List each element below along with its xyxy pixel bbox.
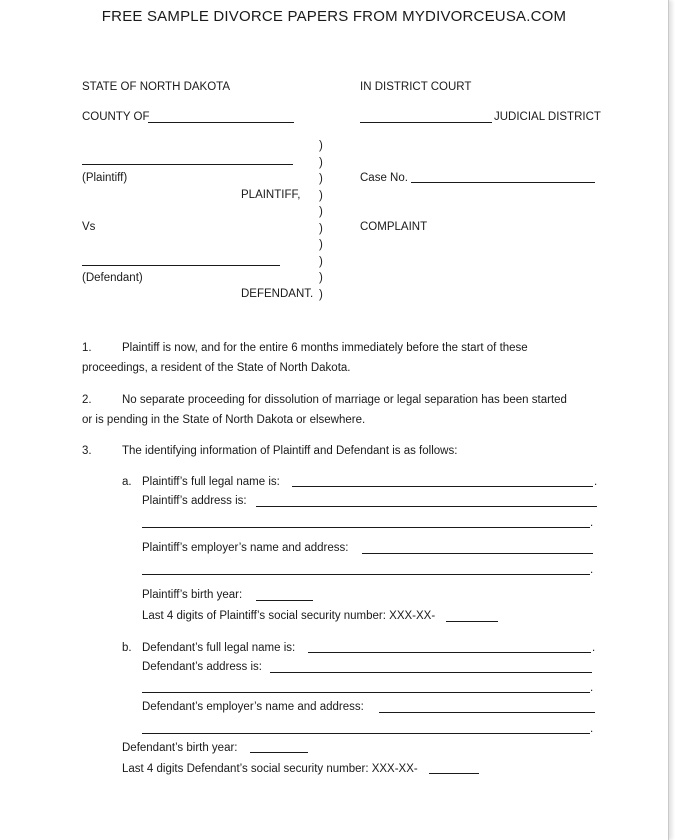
line-end-period: . <box>590 682 594 694</box>
plaintiff-address-blank[interactable] <box>256 506 597 507</box>
defendant-ssn-blank[interactable] <box>429 773 479 774</box>
paragraph-2-line-1: No separate proceeding for dissolution of marriage or legal separation has been started <box>122 394 567 406</box>
plaintiff-role: PLAINTIFF, <box>241 189 301 201</box>
defendant-address-blank-2[interactable] <box>142 692 590 693</box>
defendant-full-name-label: Defendant’s full legal name is: <box>142 642 296 654</box>
plaintiff-birth-year-blank[interactable] <box>256 600 313 601</box>
defendant-ssn-label: Last 4 digits Defendant’s social security number: XXX-XX- <box>122 763 418 775</box>
paragraph-1-line-2: proceedings, a resident of the State of North Dakota. <box>82 362 351 374</box>
caption-paren: ) <box>319 255 323 268</box>
defendant-employer-blank[interactable] <box>379 712 595 713</box>
document-title: FREE SAMPLE DIVORCE PAPERS FROM MYDIVORCEUSA.COM <box>101 8 567 25</box>
caption-paren: ) <box>319 239 323 251</box>
caption-paren: ) <box>319 272 323 284</box>
paragraph-number: 1. <box>82 342 92 354</box>
judicial-district-label: JUDICIAL DISTRICT <box>494 111 601 123</box>
defendant-role: DEFENDANT. <box>241 288 314 300</box>
defendant-address-label: Defendant’s address is: <box>142 661 262 673</box>
caption-paren: ) <box>319 288 323 301</box>
defendant-employer-label: Defendant’s employer’s name and address: <box>142 701 364 713</box>
case-no-label: Case No. <box>360 172 408 184</box>
defendant-address-blank[interactable] <box>270 672 592 673</box>
plaintiff-address-label: Plaintiff’s address is: <box>142 495 247 507</box>
defendant-birth-year-label: Defendant’s birth year: <box>122 742 238 754</box>
plaintiff-employer-label: Plaintiff’s employer’s name and address: <box>142 542 349 554</box>
complaint-label: COMPLAINT <box>360 221 428 233</box>
caption-paren: ) <box>319 140 323 152</box>
paragraph-number: 2. <box>82 394 92 406</box>
plaintiff-full-name-blank[interactable] <box>292 486 593 487</box>
judicial-district-blank[interactable] <box>360 122 492 123</box>
court-name: IN DISTRICT COURT <box>360 81 472 93</box>
case-no-blank[interactable] <box>411 182 595 183</box>
line-end-period: . <box>594 476 598 488</box>
plaintiff-ssn-blank[interactable] <box>446 621 498 622</box>
plaintiff-birth-year-label: Plaintiff’s birth year: <box>142 589 243 601</box>
caption-paren: ) <box>319 222 323 235</box>
versus-label: Vs <box>82 221 96 233</box>
plaintiff-employer-blank[interactable] <box>362 553 593 554</box>
state-name: STATE OF NORTH DAKOTA <box>82 81 231 93</box>
plaintiff-address-blank-2[interactable] <box>142 527 590 528</box>
plaintiff-employer-blank-2[interactable] <box>142 574 590 575</box>
paragraph-1-line-1: Plaintiff is now, and for the entire 6 months immediately before the start of these <box>122 342 528 354</box>
line-end-period: . <box>590 564 594 576</box>
plaintiff-label: (Plaintiff) <box>82 172 128 184</box>
line-end-period: . <box>592 642 596 654</box>
plaintiff-full-name-label: Plaintiff’s full legal name is: <box>142 476 280 488</box>
plaintiff-name-blank[interactable] <box>82 164 293 165</box>
defendant-full-name-blank[interactable] <box>308 652 591 653</box>
line-end-period: . <box>590 517 594 529</box>
plaintiff-section-letter: a. <box>122 476 132 488</box>
caption-paren: ) <box>319 189 323 202</box>
paragraph-3-line-1: The identifying information of Plaintiff and Defendant is as follows: <box>122 445 458 457</box>
defendant-name-blank[interactable] <box>82 265 280 266</box>
defendant-section-letter: b. <box>122 642 132 654</box>
county-blank[interactable] <box>148 122 294 123</box>
line-end-period: . <box>590 723 594 735</box>
defendant-label: (Defendant) <box>82 272 143 284</box>
caption-paren: ) <box>319 206 323 218</box>
defendant-birth-year-blank[interactable] <box>250 752 308 753</box>
paragraph-number: 3. <box>82 445 92 457</box>
paragraph-2-line-2: or is pending in the State of North Dakota or elsewhere. <box>82 414 366 426</box>
defendant-employer-blank-2[interactable] <box>142 733 590 734</box>
county-label: COUNTY OF <box>82 111 150 123</box>
caption-paren: ) <box>319 156 323 169</box>
caption-paren: ) <box>319 173 323 185</box>
plaintiff-ssn-label: Last 4 digits of Plaintiff’s social security number: XXX-XX- <box>142 610 436 622</box>
